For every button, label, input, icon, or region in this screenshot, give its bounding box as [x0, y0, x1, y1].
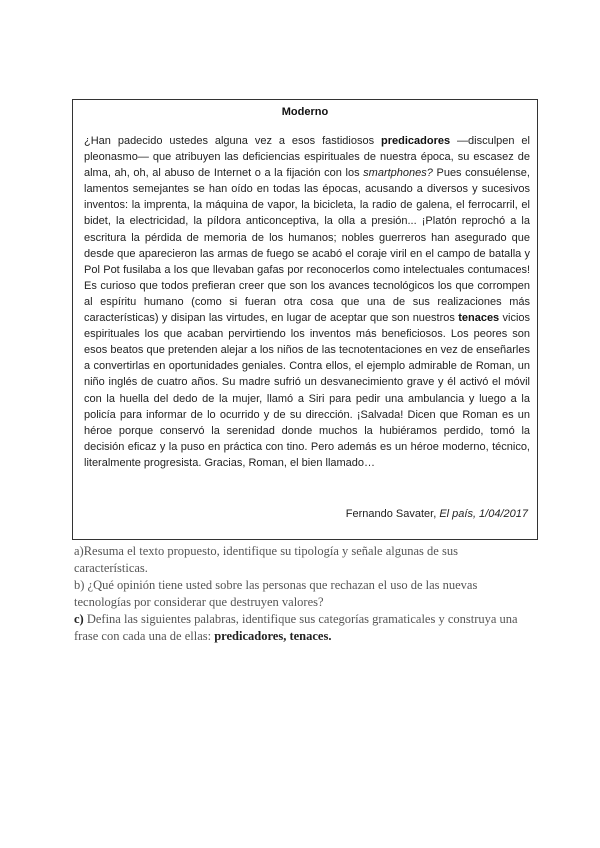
- question-b: [74, 577, 534, 611]
- keyword-tenaces: tenaces: [458, 312, 500, 325]
- article-source: El país, 1/04/2017: [439, 508, 528, 520]
- article-text-part-4: vicios espirituales los que acaban pervirtiendo los inventos más beneficiosos. Los peores son esos beatos que pretenden alejar a los niños de las tecnotentaciones en vez de enseñarles a convertirlas en oportunidades geniales. Contra ellos, el ejemplo admirable de Roman, un niño inglés de cuatro años. Su madre sufrió un desvanecimiento grave y él activó el móvil con la huella del dedo de la mujer, llamó a Siri para pedir una ambulancia y luego a la policía para informar de lo ocurrido y de su dirección. ¡Salvada! Dicen que Roman es un héroe porque conservó la serenidad donde muchos la hubiéramos perdido, tomó la decisión eficaz y la puso en práctica con tino. Pero además es un héroe moderno, técnico, literalmente progresista. Gracias, Roman, el bien llamado…: [84, 312, 531, 469]
- question-a: [74, 543, 534, 577]
- article-attribution: [346, 508, 528, 520]
- article-body: [84, 133, 530, 471]
- keyword-smartphones: smartphones?: [363, 167, 433, 180]
- questions-section: [74, 543, 534, 645]
- author-name: Fernando Savater,: [345, 508, 440, 520]
- question-c: [74, 611, 534, 645]
- question-c-label: c): [74, 612, 84, 626]
- question-a-text: a)Resuma el texto propuesto, identifique su tipología y señale algunas de sus características.: [74, 544, 458, 575]
- question-b-text: b) ¿Qué opinión tiene usted sobre las personas que rechazan el uso de las nuevas tecnologías por considerar que destruyen valores?: [74, 578, 478, 609]
- article-box: [72, 99, 538, 540]
- question-c-text: Defina las siguientes palabras, identifique sus categorías gramaticales y construya una frase con cada una de ellas:: [74, 612, 518, 643]
- article-text-part-3: Pues consuélense, lamentos semejantes se han oído en todas las épocas, acusando a diversos y sucesivos inventos: la imprenta, la máquina de vapor, la bicicleta, la radio de galena, el ferrocarril, el bidet, la electricidad, la píldora anticonceptiva, la olla a presión... ¡Platón reprochó a la escritura la pérdida de memoria de los humanos; nobles guerreros han asegurado que desde que aparecieron las armas de fuego se acabó el coraje viril en el campo de batalla y Pol Pot fusilaba a los que llevaban gafas por reconocerlos como intelectuales contumaces! Es curioso que todos prefieran creer que son los avances tecnológicos los que corrompen al espíritu humano (como si fueran otra cosa que una de sus realizaciones más características) y disipan las virtudes, en lugar de aceptar que son nuestros: [84, 167, 530, 325]
- article-title: Moderno: [281, 106, 329, 118]
- keyword-predicadores: predicadores: [381, 135, 451, 147]
- article-text-part-1: ¿Han padecido ustedes alguna vez a esos fastidiosos: [84, 135, 381, 147]
- article-text-part-2: —disculpen el pleonasmo— que atribuyen las deficiencias espirituales de nuestra época, su escasez de alma, ah, oh, al abuso de Internet o a la fijación con los: [84, 135, 530, 180]
- question-c-words: predicadores, tenaces.: [214, 629, 332, 643]
